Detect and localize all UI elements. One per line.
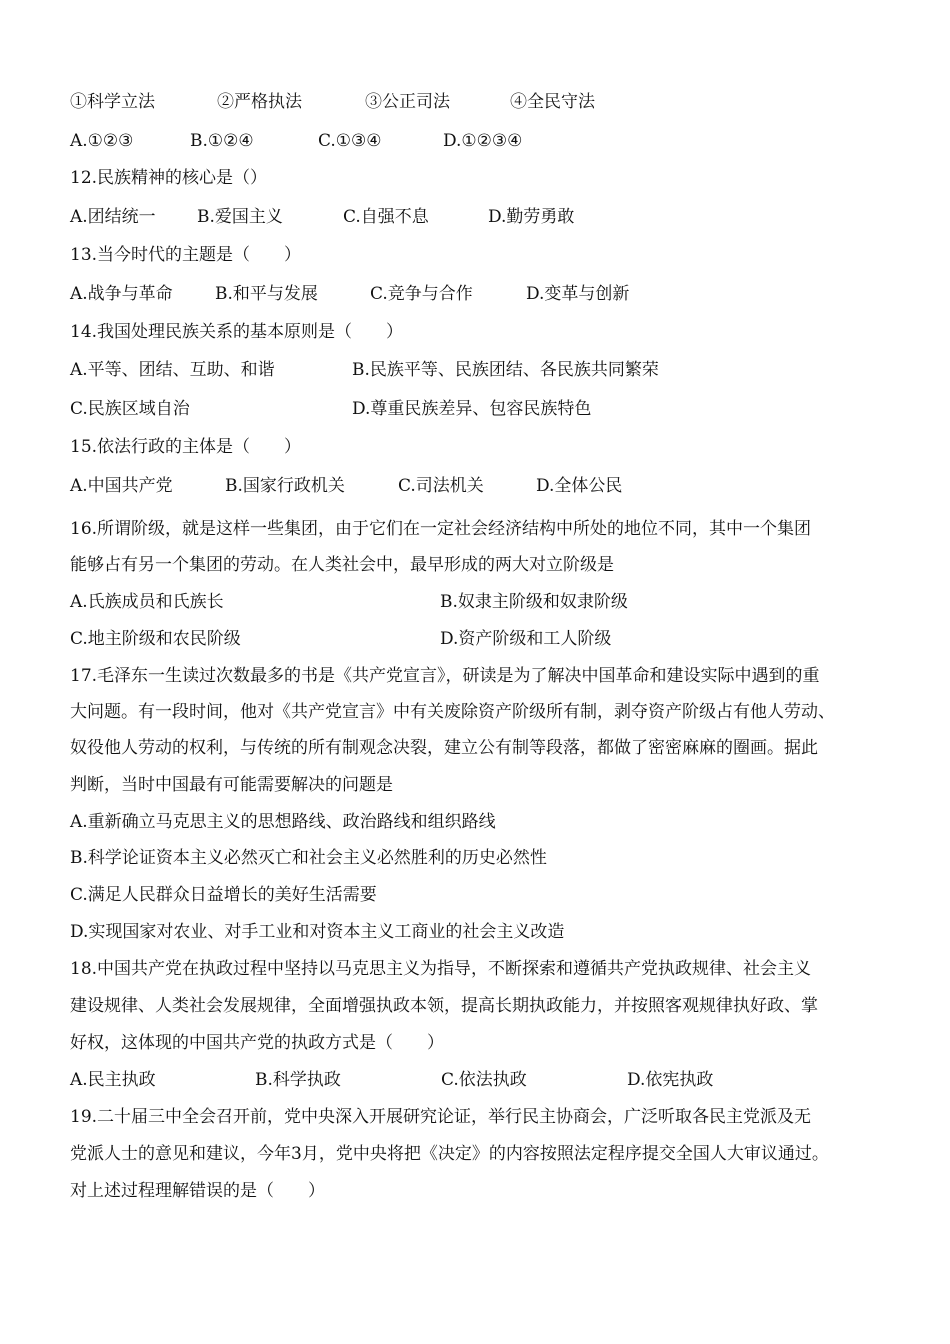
- q17-option-a[interactable]: A.重新确立马克思主义的思想路线、政治路线和组织路线: [70, 812, 496, 832]
- q13-stem: 13.当今时代的主题是（ ）: [70, 245, 302, 265]
- q14-option-c[interactable]: C.民族区域自治: [70, 399, 190, 419]
- q12-option-b[interactable]: B.爱国主义: [197, 207, 283, 227]
- q18-option-d[interactable]: D.依宪执政: [627, 1070, 714, 1090]
- q18-option-a[interactable]: A.民主执政: [70, 1070, 156, 1090]
- q13-option-d[interactable]: D.变革与创新: [526, 284, 630, 304]
- q15-option-b[interactable]: B.国家行政机关: [225, 476, 345, 496]
- q16-option-d[interactable]: D.资产阶级和工人阶级: [440, 629, 612, 649]
- q15-option-c[interactable]: C.司法机关: [398, 476, 484, 496]
- q17-stem-line-1: 17.毛泽东一生读过次数最多的书是《共产党宣言》，研读是为了解决中国革命和建设实际中遇到的重: [70, 666, 820, 686]
- q18-stem-line-3: 好权，这体现的中国共产党的执政方式是（ ）: [70, 1033, 444, 1053]
- q16-stem-line-2: 能够占有另一个集团的劳动。在人类社会中，最早形成的两大对立阶级是: [70, 555, 614, 575]
- q19-stem-line-1: 19.二十届三中全会召开前，党中央深入开展研究论证，举行民主协商会，广泛听取各民主党派及无: [70, 1107, 812, 1127]
- q17-option-b[interactable]: B.科学论证资本主义必然灭亡和社会主义必然胜利的历史必然性: [70, 848, 547, 868]
- q12-option-d[interactable]: D.勤劳勇敢: [488, 207, 575, 227]
- q14-stem: 14.我国处理民族关系的基本原则是（ ）: [70, 322, 404, 342]
- q11-option-b[interactable]: B.①②④: [190, 131, 254, 151]
- q11-option-d[interactable]: D.①②③④: [443, 131, 523, 151]
- q16-option-c[interactable]: C.地主阶级和农民阶级: [70, 629, 241, 649]
- q14-option-d[interactable]: D.尊重民族差异、包容民族特色: [352, 399, 592, 419]
- q14-option-b[interactable]: B.民族平等、民族团结、各民族共同繁荣: [352, 360, 659, 380]
- q17-stem-line-4: 判断，当时中国最有可能需要解决的问题是: [70, 775, 393, 795]
- q11-option-a[interactable]: A.①②③: [70, 131, 134, 151]
- q18-option-c[interactable]: C.依法执政: [441, 1070, 527, 1090]
- q14-option-a[interactable]: A.平等、团结、互助、和谐: [70, 360, 275, 380]
- q13-option-b[interactable]: B.和平与发展: [215, 284, 318, 304]
- q17-stem-line-2: 大问题。有一段时间，他对《共产党宣言》中有关废除资产阶级所有制，剥夺资产阶级占有他人劳动、: [70, 702, 835, 722]
- q19-stem-line-3: 对上述过程理解错误的是（ ）: [70, 1181, 325, 1201]
- q13-option-a[interactable]: A.战争与革命: [70, 284, 173, 304]
- q17-stem-line-3: 奴役他人劳动的权利，与传统的所有制观念决裂，建立公有制等段落，都做了密密麻麻的圈画。据此: [70, 738, 818, 758]
- q11-item-4: ④全民守法: [510, 92, 595, 112]
- q11-option-c[interactable]: C.①③④: [318, 131, 382, 151]
- q15-option-d[interactable]: D.全体公民: [536, 476, 623, 496]
- q18-option-b[interactable]: B.科学执政: [255, 1070, 341, 1090]
- q15-stem: 15.依法行政的主体是（ ）: [70, 437, 302, 457]
- q12-stem: 12.民族精神的核心是（）: [70, 168, 268, 188]
- q13-option-c[interactable]: C.竞争与合作: [370, 284, 473, 304]
- q11-item-1: ①科学立法: [70, 92, 155, 112]
- q11-item-2: ②严格执法: [217, 92, 302, 112]
- q17-option-d[interactable]: D.实现国家对农业、对手工业和对资本主义工商业的社会主义改造: [70, 922, 565, 942]
- q15-option-a[interactable]: A.中国共产党: [70, 476, 173, 496]
- q16-option-b[interactable]: B.奴隶主阶级和奴隶阶级: [440, 592, 628, 612]
- q12-option-c[interactable]: C.自强不息: [343, 207, 429, 227]
- q19-stem-line-2: 党派人士的意见和建议，今年3月，党中央将把《决定》的内容按照法定程序提交全国人大审议通过。: [70, 1144, 829, 1164]
- q17-option-c[interactable]: C.满足人民群众日益增长的美好生活需要: [70, 885, 377, 905]
- q11-item-3: ③公正司法: [365, 92, 450, 112]
- q18-stem-line-2: 建设规律、人类社会发展规律，全面增强执政本领，提高长期执政能力，并按照客观规律执好政、掌: [70, 996, 818, 1016]
- q16-option-a[interactable]: A.氏族成员和氏族长: [70, 592, 224, 612]
- q18-stem-line-1: 18.中国共产党在执政过程中坚持以马克思主义为指导，不断探索和遵循共产党执政规律、社会主义: [70, 959, 812, 979]
- q16-stem-line-1: 16.所谓阶级，就是这样一些集团，由于它们在一定社会经济结构中所处的地位不同，其中一个集团: [70, 519, 812, 539]
- q12-option-a[interactable]: A.团结统一: [70, 207, 156, 227]
